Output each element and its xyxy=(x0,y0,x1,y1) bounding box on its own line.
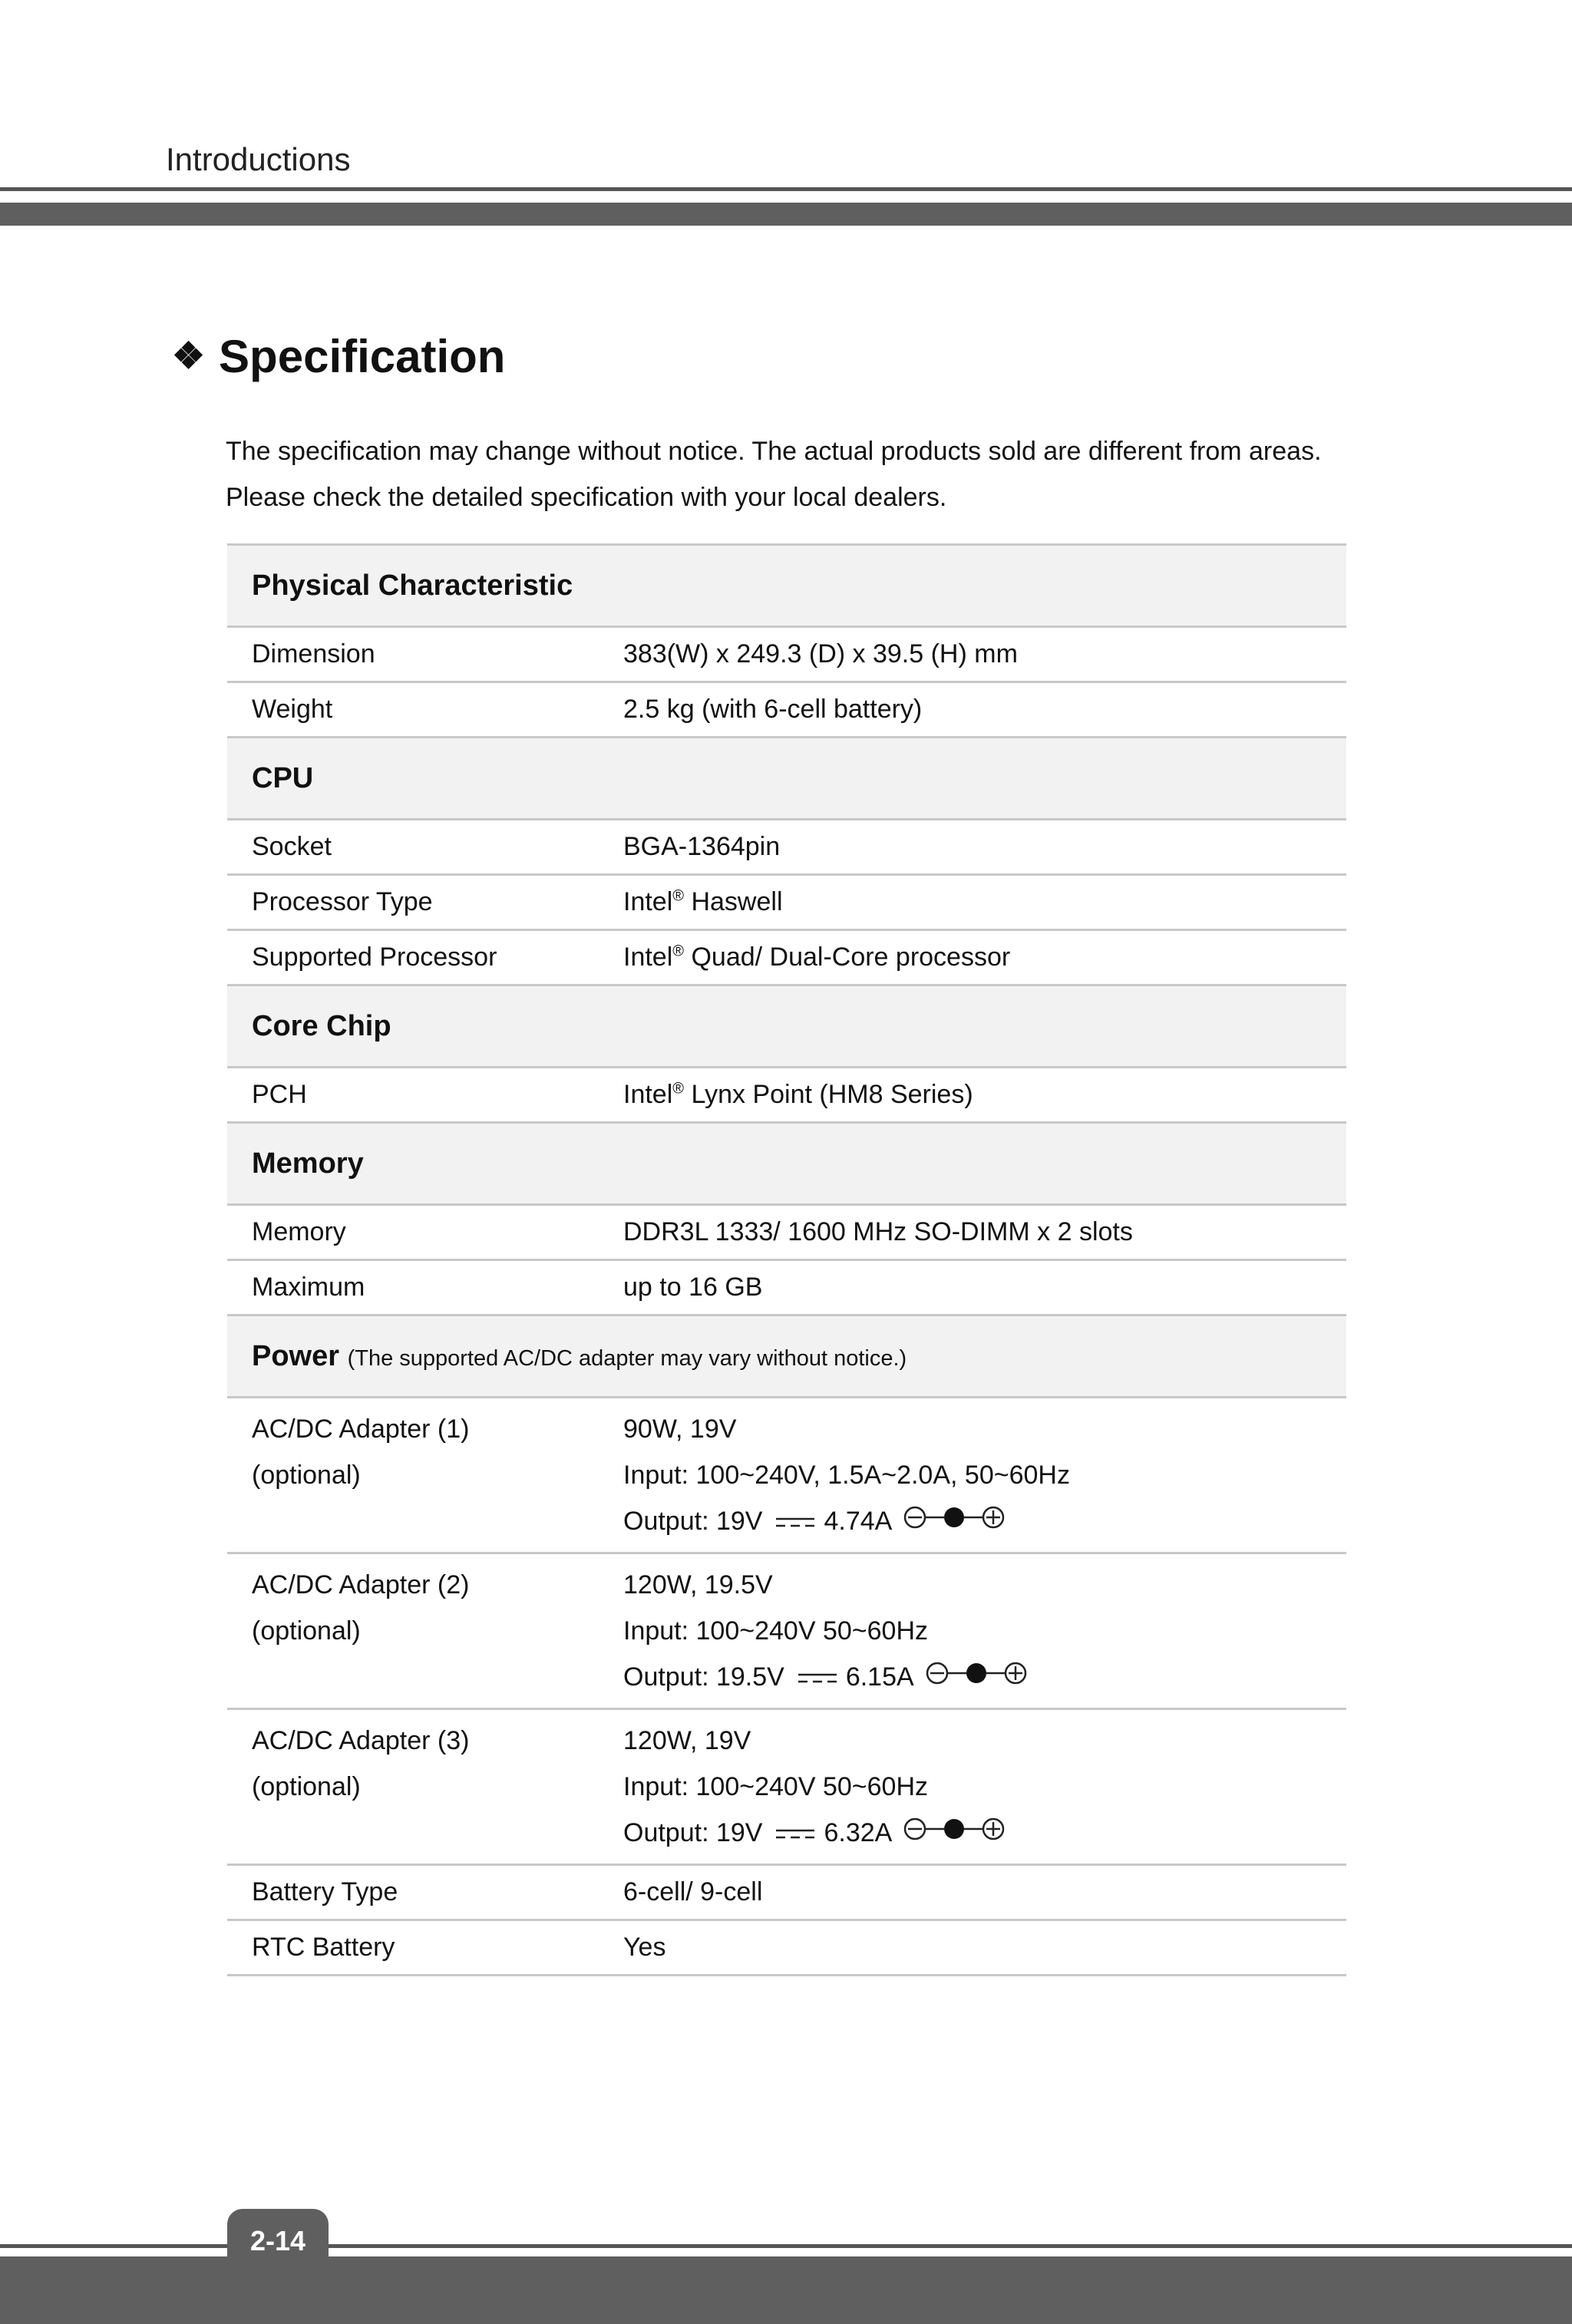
adapter-label: AC/DC Adapter (2) xyxy=(252,1570,470,1599)
output-voltage: Output: 19V xyxy=(623,1818,763,1847)
row-label: Processor Type xyxy=(227,875,599,930)
table-row xyxy=(227,930,1346,985)
row-label: Supported Processor xyxy=(227,930,599,985)
row-value: 2.5 kg (with 6-cell battery) xyxy=(599,682,1346,738)
power-note: (The supported AC/DC adapter may vary without notice.) xyxy=(347,1345,907,1371)
intro-line: Please check the detailed specification with your local dealers. xyxy=(226,483,947,512)
group-title: Memory xyxy=(227,1123,1346,1205)
row-label xyxy=(227,1709,599,1865)
row-label: Weight xyxy=(227,682,599,738)
output-current: 6.32A xyxy=(824,1818,893,1847)
row-value: BGA-1364pin xyxy=(599,820,1346,875)
row-label: Dimension xyxy=(227,627,599,682)
row-value: DDR3L 1333/ 1600 MHz SO-DIMM x 2 slots xyxy=(599,1205,1346,1260)
adapter-input: Input: 100~240V, 1.5A~2.0A, 50~60Hz xyxy=(623,1461,1070,1490)
group-title: Core Chip xyxy=(227,985,1346,1068)
group-header xyxy=(227,985,1346,1068)
group-header xyxy=(227,1123,1346,1205)
adapter-rating: 120W, 19.5V xyxy=(623,1570,773,1599)
header-bar xyxy=(0,203,1572,226)
row-value: 383(W) x 249.3 (D) x 39.5 (H) mm xyxy=(599,627,1346,682)
row-label: Battery Type xyxy=(227,1865,599,1920)
brand-name: Intel xyxy=(623,1080,673,1109)
group-header xyxy=(227,738,1346,820)
dc-symbol-icon xyxy=(798,1656,837,1702)
adapter-label: AC/DC Adapter (1) xyxy=(252,1415,470,1444)
row-label: PCH xyxy=(227,1068,599,1123)
registered-mark: ® xyxy=(672,1080,685,1098)
registered-mark: ® xyxy=(672,942,685,960)
row-value xyxy=(599,1398,1346,1553)
intro-line: The specification may change without notice. The actual products sold are different from areas. xyxy=(226,437,1322,466)
row-value: up to 16 GB xyxy=(599,1260,1346,1316)
row-label: RTC Battery xyxy=(227,1920,599,1976)
row-value: Yes xyxy=(599,1920,1346,1976)
diamond-bullet-icon: ❖ xyxy=(172,335,206,377)
value-text: Lynx Point (HM8 Series) xyxy=(684,1080,973,1109)
registered-mark: ® xyxy=(672,887,685,905)
group-header xyxy=(227,545,1346,627)
adapter-output xyxy=(623,1498,1346,1544)
row-label xyxy=(227,1553,599,1709)
group-title xyxy=(227,1316,1346,1398)
adapter-rating: 90W, 19V xyxy=(623,1415,737,1444)
intro-text xyxy=(226,428,1392,520)
adapter-optional: (optional) xyxy=(252,1772,361,1801)
adapter-rating: 120W, 19V xyxy=(623,1726,751,1755)
row-label xyxy=(227,1398,599,1553)
table-row xyxy=(227,627,1346,682)
row-value: 6-cell/ 9-cell xyxy=(599,1865,1346,1920)
table-row xyxy=(227,820,1346,875)
row-value xyxy=(599,930,1346,985)
row-label: Maximum xyxy=(227,1260,599,1316)
header-rule xyxy=(0,187,1572,191)
table-row xyxy=(227,1865,1346,1920)
table-row xyxy=(227,1398,1346,1553)
group-header xyxy=(227,1316,1346,1398)
dc-symbol-icon xyxy=(776,1811,814,1857)
adapter-optional: (optional) xyxy=(252,1461,361,1490)
table-row xyxy=(227,1260,1346,1316)
polarity-icon xyxy=(903,1500,1006,1546)
power-title: Power xyxy=(252,1339,340,1372)
table-row xyxy=(227,1709,1346,1865)
adapter-label: AC/DC Adapter (3) xyxy=(252,1726,470,1755)
polarity-icon xyxy=(903,1811,1006,1857)
section-title: Specification xyxy=(219,331,506,382)
brand-name: Intel xyxy=(623,942,673,972)
adapter-input: Input: 100~240V 50~60Hz xyxy=(623,1772,928,1801)
header-title: Introductions xyxy=(166,141,351,177)
output-voltage: Output: 19V xyxy=(623,1507,763,1536)
group-title: Physical Characteristic xyxy=(227,545,1346,627)
row-value xyxy=(599,875,1346,930)
output-current: 6.15A xyxy=(845,1662,914,1692)
adapter-optional: (optional) xyxy=(252,1616,361,1646)
value-text: Haswell xyxy=(684,887,783,916)
value-text: Quad/ Dual-Core processor xyxy=(684,942,1011,972)
row-label: Memory xyxy=(227,1205,599,1260)
output-current: 4.74A xyxy=(824,1507,893,1536)
adapter-output xyxy=(623,1810,1346,1856)
table-row xyxy=(227,1920,1346,1976)
table-row xyxy=(227,682,1346,738)
table-row xyxy=(227,1553,1346,1709)
output-voltage: Output: 19.5V xyxy=(623,1662,784,1692)
adapter-output xyxy=(623,1654,1346,1700)
table-row xyxy=(227,875,1346,930)
row-value xyxy=(599,1553,1346,1709)
polarity-icon xyxy=(925,1656,1028,1702)
adapter-input: Input: 100~240V 50~60Hz xyxy=(623,1616,928,1646)
brand-name: Intel xyxy=(623,887,673,916)
table-row xyxy=(227,1068,1346,1123)
row-value xyxy=(599,1068,1346,1123)
page-number: 2-14 xyxy=(227,2209,329,2273)
group-title: CPU xyxy=(227,738,1346,820)
table-row xyxy=(227,1205,1346,1260)
dc-symbol-icon xyxy=(776,1500,814,1546)
row-label: Socket xyxy=(227,820,599,875)
row-value xyxy=(599,1709,1346,1865)
section-heading xyxy=(172,330,505,383)
spec-table xyxy=(227,543,1346,1976)
